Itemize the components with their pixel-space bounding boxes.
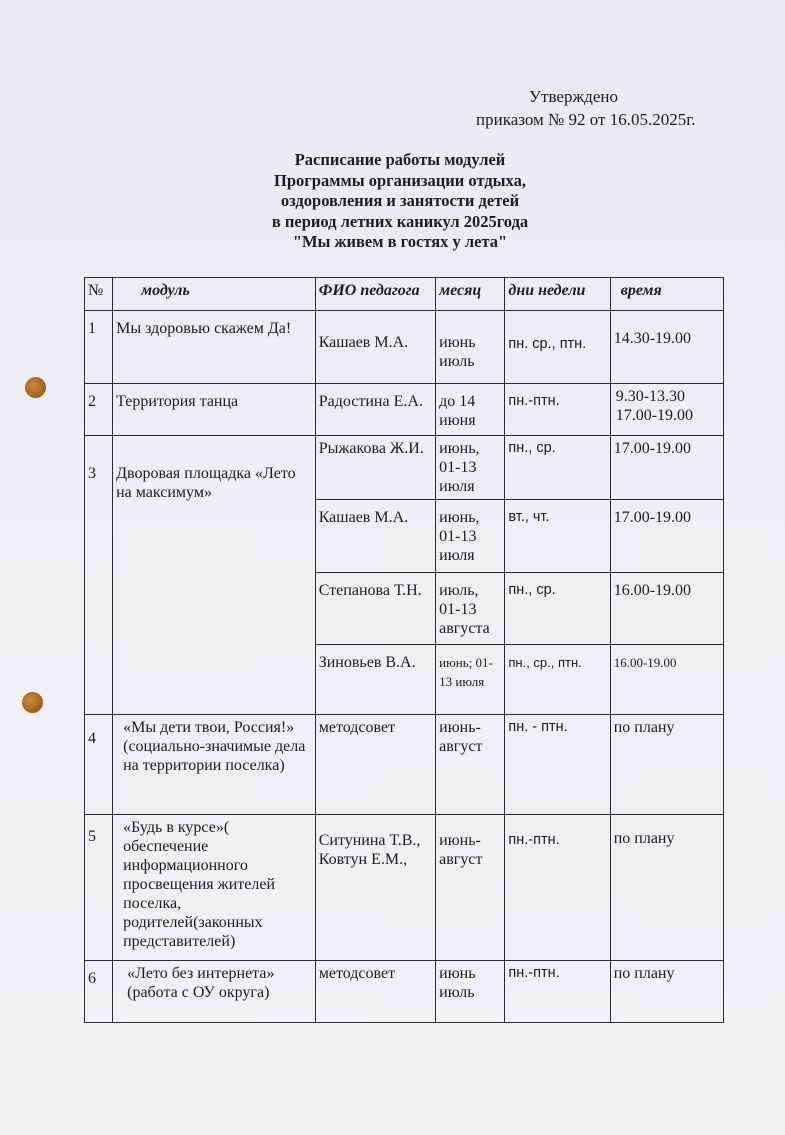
row-teacher: Рыжакова Ж.И.: [315, 436, 435, 500]
table-header-row: [85, 278, 724, 311]
table-row: [85, 815, 724, 961]
row-month: июнь-август: [436, 815, 505, 961]
table-row: [85, 715, 724, 815]
row-teacher: Кашаев М.А.: [315, 500, 435, 573]
table-row: [85, 311, 724, 384]
row-days: пн.-птн.: [505, 384, 610, 436]
row-month: июнь июль: [436, 311, 505, 384]
row-month: июль, 01-13 августа: [436, 573, 505, 645]
header-module: модуль: [113, 278, 316, 311]
row-module: «Лето без интернета» (работа с ОУ округа): [113, 961, 316, 1023]
row-time: 14.30-19.00: [610, 311, 723, 384]
approval-line2: приказом № 92 от 16.05.2025г.: [476, 110, 696, 129]
row-time: 17.00-19.00: [610, 500, 723, 573]
row-number: 6: [85, 961, 113, 1023]
row-number: 5: [85, 815, 113, 961]
row-time: по плану: [610, 815, 723, 961]
row-module: Территория танца: [113, 384, 316, 436]
row-month: до 14 июня: [436, 384, 505, 436]
row-time: по плану: [610, 715, 723, 815]
header-time: время: [610, 278, 723, 311]
table-row: [85, 961, 724, 1023]
row-days: пн. - птн.: [505, 715, 610, 815]
row-days: пн., ср.: [505, 573, 610, 645]
row-time: 17.00-19.00: [610, 436, 723, 500]
row-month: июнь; 01-13 июля: [436, 645, 505, 715]
row-days: пн., ср., птн.: [505, 645, 610, 715]
row-days: пн. ср., птн.: [505, 311, 610, 384]
schedule-table: [84, 277, 724, 1023]
document-title: [225, 150, 575, 253]
row-module: Мы здоровью скажем Да!: [113, 311, 316, 384]
title-line1: Расписание работы модулей: [294, 150, 506, 169]
row-module: «Мы дети твои, Россия!» (социально-значимые дела на территории поселка): [113, 715, 316, 815]
row-time: по плану: [610, 961, 723, 1023]
title-line3: оздоровления и занятости детей: [280, 191, 520, 210]
row-module: «Будь в курсе»( обеспечение информационного просвещения жителей поселка, родителей(законных представителей): [113, 815, 316, 961]
row-month: июнь, 01-13 июля: [436, 500, 505, 573]
title-line5: "Мы живем в гостях у лета": [292, 232, 508, 251]
row-teacher: Ситунина Т.В., Ковтун Е.М.,: [315, 815, 435, 961]
title-line4: в период летних каникул 2025года: [271, 211, 529, 231]
binder-hole-top: [25, 377, 46, 398]
row-number: 1: [85, 311, 113, 384]
table-row: [85, 384, 724, 436]
approval-line1: Утверждено: [529, 87, 618, 106]
row-teacher: методсовет: [315, 715, 435, 815]
header-teacher: ФИО педагога: [315, 278, 435, 311]
row-time: 16.00-19.00: [610, 645, 723, 715]
approval-block: [476, 85, 726, 131]
row-days: пн., ср.: [505, 436, 610, 500]
row-number: 2: [85, 384, 113, 436]
row-teacher: Степанова Т.Н.: [315, 573, 435, 645]
row-number: 4: [85, 715, 113, 815]
row-days: пн.-птн.: [505, 961, 610, 1023]
header-month: месяц: [436, 278, 505, 311]
row-module: Дворовая площадка «Лето на максимум»: [113, 436, 316, 715]
header-days: дни недели: [505, 278, 610, 311]
row-teacher: Радостина Е.А.: [315, 384, 435, 436]
row-month: июнь-август: [436, 715, 505, 815]
row-time: 9.30-13.30 17.00-19.00: [610, 384, 723, 436]
row-month: июнь июль: [436, 961, 505, 1023]
binder-hole-bottom: [22, 692, 43, 713]
row-month: июнь, 01-13 июля: [436, 436, 505, 500]
row-teacher: Кашаев М.А.: [315, 311, 435, 384]
table-row: [85, 436, 724, 500]
row-days: вт., чт.: [505, 500, 610, 573]
header-number: №: [85, 278, 113, 311]
title-line2: Программы организации отдыха,: [274, 170, 526, 190]
row-number: 3: [85, 436, 113, 715]
row-days: пн.-птн.: [505, 815, 610, 961]
row-time: 16.00-19.00: [610, 573, 723, 645]
row-teacher: Зиновьев В.А.: [315, 645, 435, 715]
row-teacher: методсовет: [315, 961, 435, 1023]
